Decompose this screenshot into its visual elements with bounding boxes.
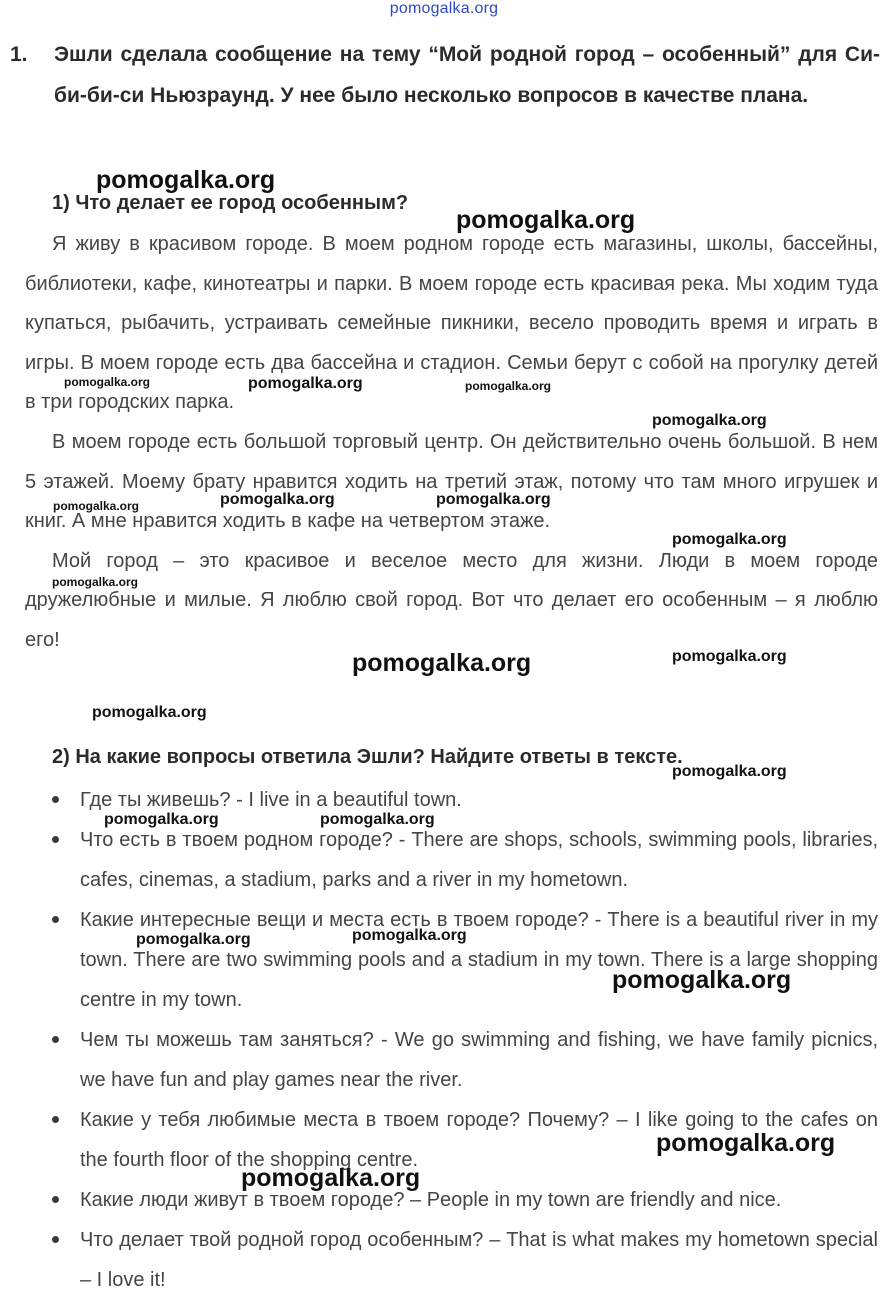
answer-text: We go swimming and fishing, we have family picnics, we have fun and play games near the river. (80, 1029, 878, 1091)
watermark-text: pomogalka.org (104, 811, 219, 828)
question-text: Какие интересные вещи и места есть в твоем городе? (80, 909, 589, 931)
list-item (50, 900, 878, 1020)
watermark-text: pomogalka.org (656, 1129, 836, 1157)
watermark-text: pomogalka.org (136, 931, 251, 948)
separator: – (483, 1229, 507, 1251)
separator: - (392, 829, 412, 851)
watermark-text: pomogalka.org (672, 763, 787, 780)
question-text: Что есть в твоем родном городе? (80, 829, 393, 851)
bullet-icon (52, 1036, 59, 1043)
question-text: Чем ты можешь там заняться? (80, 1029, 374, 1051)
watermark-text: pomogalka.org (220, 491, 335, 508)
watermark-text: pomogalka.org (612, 966, 792, 994)
story-text (25, 225, 878, 661)
answer-text: That is what makes my hometown special – I love it! (80, 1229, 878, 1291)
list-item (50, 1220, 878, 1300)
watermark-text: pomogalka.org (672, 648, 787, 665)
task-statement (10, 34, 880, 116)
answer-text: I live in a beautiful town. (248, 789, 462, 811)
bullet-icon (52, 916, 59, 923)
watermark-text: pomogalka.org (352, 927, 467, 944)
separator: - (373, 1029, 395, 1051)
story-paragraph: Я живу в красивом городе. В моем родном городе есть магазины, школы, бассейны, библиотеки, кафе, кинотеатры и парки. В моем городе есть красивая река. Мы ходим туда купаться, рыбачить, устраивать семейные пикники, весело проводить время и играть в игры. В моем городе есть два бассейна и стадион. Семьи берут с собой на прогулку детей в три городских парка. (25, 233, 878, 414)
watermark-text: pomogalka.org (652, 412, 767, 429)
watermark-text: pomogalka.org (436, 491, 551, 508)
answer-text: People in my town are friendly and nice. (426, 1189, 782, 1211)
watermark-text: pomogalka.org (96, 166, 276, 194)
separator: – (404, 1189, 427, 1211)
list-item (50, 1020, 878, 1100)
question-text: Какие у тебя любимые места в твоем городе? Почему? (80, 1109, 610, 1131)
separator: - (588, 909, 608, 931)
watermark-text: pomogalka.org (456, 206, 636, 234)
watermark-text: pomogalka.org (52, 575, 139, 589)
header-watermark: pomogalka.org (389, 0, 499, 17)
list-item (50, 1180, 878, 1220)
watermark-text: pomogalka.org (320, 811, 435, 828)
bullet-icon (52, 796, 59, 803)
task-text: Эшли сделала сообщение на тему “Мой родной город – особенный” для Си-би-би-си Ньюзраунд. У нее было несколько вопросов в качестве плана. (54, 43, 880, 107)
section1-heading: 1) Что делает ее город особенным? (52, 192, 409, 214)
answer-text: There are shops, schools, swimming pools, libraries, cafes, cinemas, a stadium, parks and a river in my hometown. (80, 829, 878, 891)
question-text: Что делает твой родной город особенным? (80, 1229, 484, 1251)
watermark-text: pomogalka.org (465, 379, 552, 393)
separator: - (230, 789, 249, 811)
answer-text: I like going to the cafes on the fourth floor of the shopping centre. (80, 1109, 878, 1171)
watermark-text: pomogalka.org (241, 1164, 421, 1192)
watermark-text: pomogalka.org (352, 649, 532, 677)
question-text: Где ты живешь? (80, 789, 231, 811)
story-paragraph: В моем городе есть большой торговый центр. Он действительно очень большой. В нем 5 этажей. Моему брату нравится ходить на третий этаж, потому что там много игрушек и книг. А мне нравится ходить в кафе на четвертом этаже. (25, 430, 878, 533)
watermark-text: pomogalka.org (92, 704, 207, 721)
story-paragraph: Мой город – это красивое и веселое место для жизни. Люди в моем городе дружелюбные и милые. Я люблю свой город. Вот что делает его особенным – я люблю его! (25, 549, 878, 651)
watermark-text: pomogalka.org (53, 499, 140, 513)
task-number: 1. (10, 43, 28, 66)
bullet-icon (52, 836, 59, 843)
watermark-text: pomogalka.org (64, 375, 151, 389)
watermark-text: pomogalka.org (672, 531, 787, 548)
separator: – (609, 1109, 635, 1131)
answer-text: There is a beautiful river in my town. There are two swimming pools and a stadium in my town. There is a large shopping centre in my town. (80, 909, 878, 1011)
section2-heading: 2) На какие вопросы ответила Эшли? Найдите ответы в тексте. (52, 746, 683, 768)
question-text: Какие люди живут в твоем городе? (80, 1189, 405, 1211)
bullet-icon (52, 1116, 59, 1123)
bullet-icon (52, 1236, 59, 1243)
bullet-icon (52, 1196, 59, 1203)
qa-list (50, 780, 878, 1300)
list-item (50, 820, 878, 900)
watermark-text: pomogalka.org (248, 375, 363, 392)
